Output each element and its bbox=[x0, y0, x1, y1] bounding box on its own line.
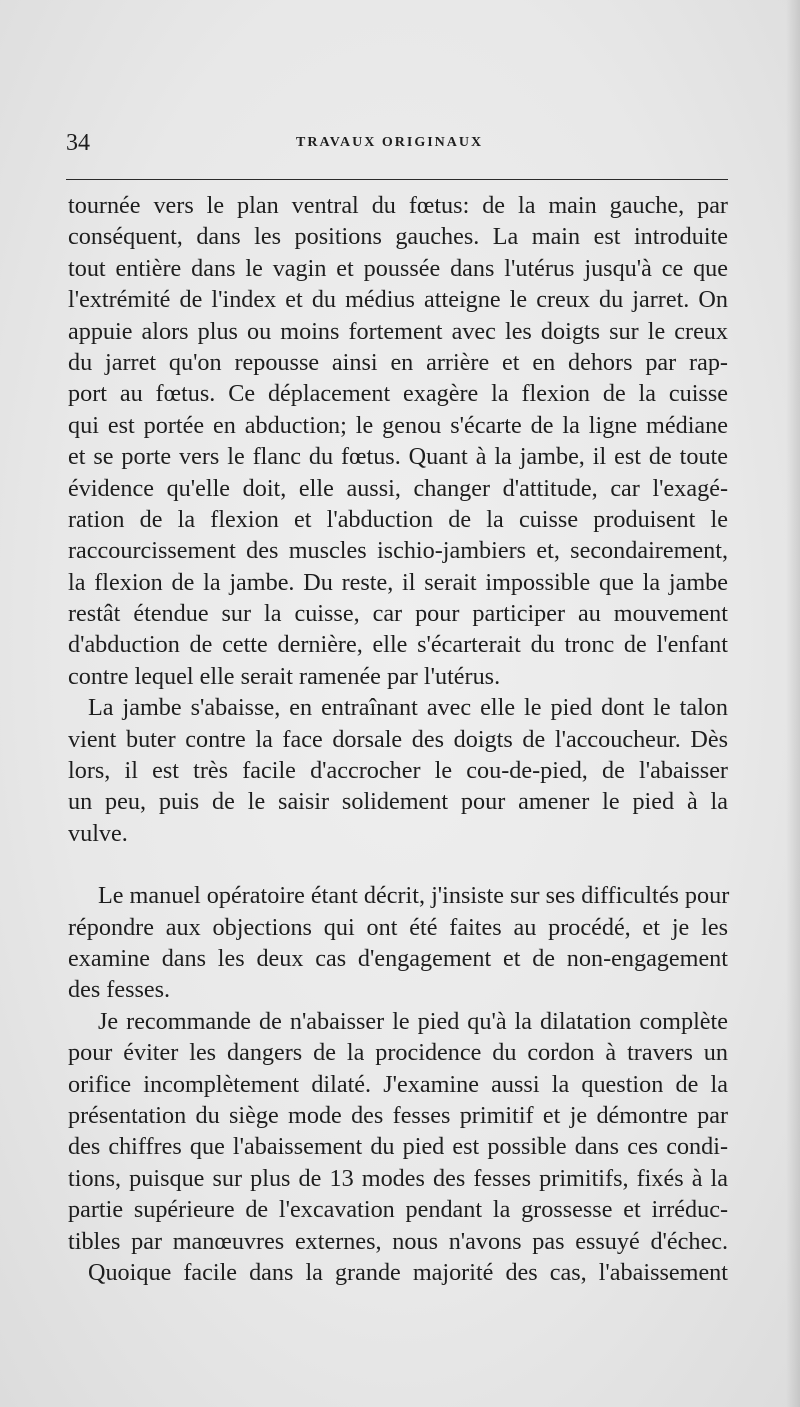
text-line: partie supérieure de l'excavation pendant la grossesse et irréduc- bbox=[68, 1196, 728, 1224]
text-line: présentation du siège mode des fesses primitif et je démontre par bbox=[68, 1101, 728, 1129]
text-line: tournée vers le plan ventral du fœtus: de la main gauche, par bbox=[68, 192, 728, 219]
page-number: 34 bbox=[66, 130, 90, 156]
page-edge-shadow bbox=[786, 0, 800, 1407]
text-line: tout entière dans le vagin et poussée dans l'utérus jusqu'à ce que bbox=[68, 254, 728, 282]
text-line: vulve. bbox=[68, 819, 128, 847]
text-line: Je recommande de n'abaisser le pied qu'à la dilatation complète bbox=[98, 1007, 728, 1035]
text-line: du jarret qu'on repousse ainsi en arrière et en dehors par rap- bbox=[68, 348, 728, 376]
body-text bbox=[68, 190, 728, 1288]
text-line: qui est portée en abduction; le genou s'écarte de la ligne médiane bbox=[68, 411, 728, 439]
paragraph bbox=[68, 692, 728, 849]
paragraph bbox=[68, 880, 728, 1006]
text-line: la flexion de la jambe. Du reste, il serait impossible que la jambe bbox=[68, 568, 728, 596]
text-line: des chiffres que l'abaissement du pied est possible dans ces condi- bbox=[68, 1133, 728, 1161]
text-line: d'abduction de cette dernière, elle s'écarterait du tronc de l'enfant bbox=[68, 631, 728, 659]
text-line: conséquent, dans les positions gauches. La main est introduite bbox=[68, 223, 728, 251]
text-line: un peu, puis de le saisir solidement pour amener le pied à la bbox=[68, 788, 728, 816]
text-line: tibles par manœuvres externes, nous n'avons pas essuyé d'échec. bbox=[68, 1227, 728, 1255]
text-line: l'extrémité de l'index et du médius atteigne le creux du jarret. On bbox=[68, 286, 728, 314]
text-line: orifice incomplètement dilaté. J'examine aussi la question de la bbox=[68, 1070, 728, 1098]
text-line: contre lequel elle serait ramenée par l'utérus. bbox=[68, 662, 501, 690]
text-line: et se porte vers le flanc du fœtus. Quant à la jambe, il est de toute bbox=[68, 443, 728, 471]
text-line: Quoique facile dans la grande majorité des cas, l'abaissement bbox=[88, 1258, 728, 1286]
text-line: Le manuel opératoire étant décrit, j'insiste sur ses difficultés pour bbox=[98, 882, 730, 910]
text-line: tions, puisque sur plus de 13 modes des fesses primitifs, fixés à la bbox=[68, 1164, 728, 1192]
text-line: des fesses. bbox=[68, 976, 171, 1004]
text-line: raccourcissement des muscles ischio-jambiers et, secondairement, bbox=[68, 537, 728, 565]
text-line: examine dans les deux cas d'engagement et de non-engagement bbox=[68, 944, 728, 972]
text-line: port au fœtus. Ce déplacement exagère la flexion de la cuisse bbox=[68, 380, 728, 408]
text-line: évidence qu'elle doit, elle aussi, changer d'attitude, car l'exagé- bbox=[68, 474, 728, 502]
text-line: répondre aux objections qui ont été faites au procédé, et je les bbox=[68, 913, 728, 941]
text-line: restât étendue sur la cuisse, car pour participer au mouvement bbox=[68, 600, 728, 628]
paragraph-gap bbox=[68, 849, 728, 880]
text-line: pour éviter les dangers de la procidence du cordon à travers un bbox=[68, 1039, 728, 1067]
text-line: appuie alors plus ou moins fortement avec les doigts sur le creux bbox=[68, 317, 728, 345]
text-line: vient buter contre la face dorsale des doigts de l'accoucheur. Dès bbox=[68, 725, 728, 753]
page-header bbox=[66, 128, 726, 158]
paragraph bbox=[68, 1257, 728, 1288]
paragraph bbox=[68, 190, 728, 692]
header-rule bbox=[66, 179, 728, 180]
text-line: ration de la flexion et l'abduction de la cuisse produisent le bbox=[68, 505, 728, 533]
running-title: TRAVAUX ORIGINAUX bbox=[296, 135, 484, 150]
paragraph bbox=[68, 1006, 728, 1257]
text-line: La jambe s'abaisse, en entraînant avec elle le pied dont le talon bbox=[88, 694, 728, 722]
text-line: lors, il est très facile d'accrocher le cou-de-pied, de l'abaisser bbox=[68, 757, 728, 785]
